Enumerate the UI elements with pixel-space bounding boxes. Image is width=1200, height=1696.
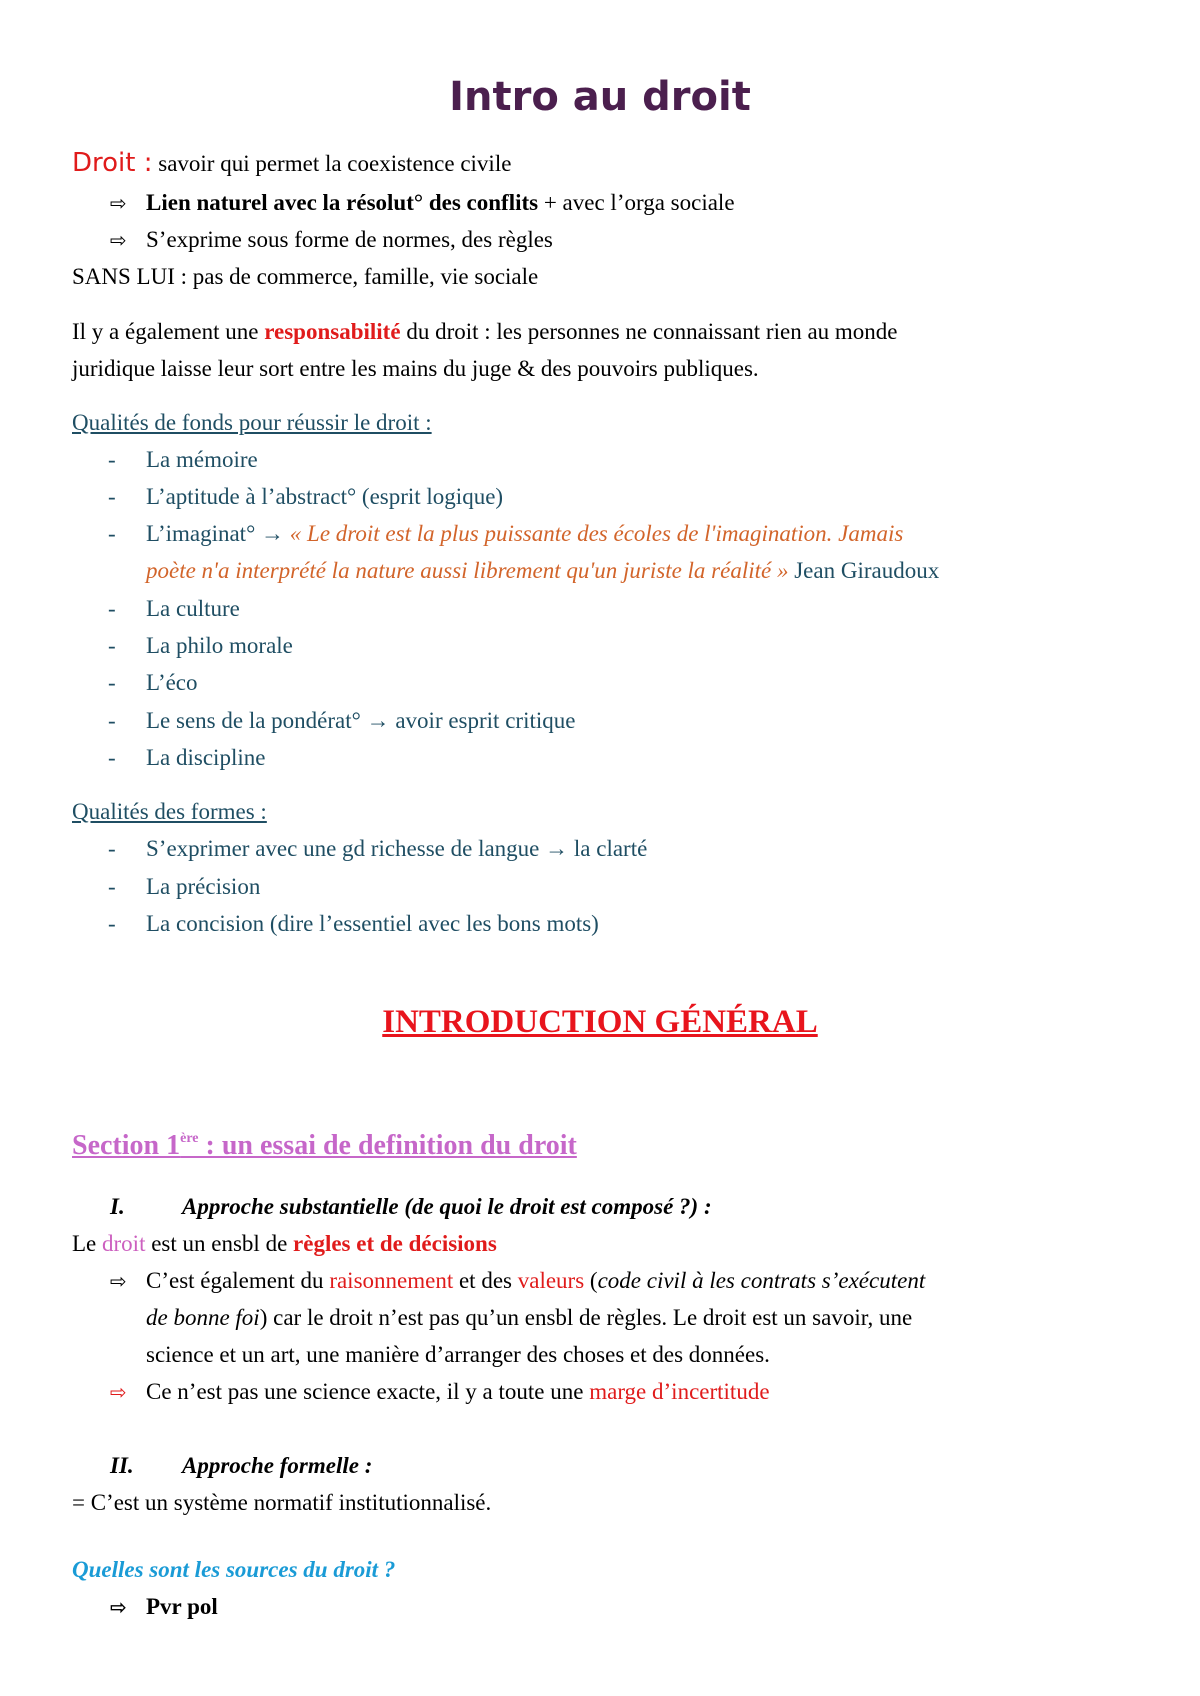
quote-line-1: « Le droit est la plus puissante des écoles de l'imagination. Jamais [289, 521, 904, 546]
formes-item-1 [146, 834, 647, 864]
fonds-item: L’imaginat° [146, 521, 256, 546]
approach-1-keyword: règles et de décisions [293, 1231, 497, 1256]
dash-bullet: - [108, 447, 116, 472]
fonds-item: L’aptitude à l’abstract° (esprit logique) [146, 484, 504, 509]
sans-lui-line: SANS LUI : pas de commerce, famille, vie sociale [72, 264, 539, 289]
sources-question: Quelles sont les sources du droit ? [72, 1557, 396, 1582]
dash-bullet: - [108, 911, 116, 936]
raisonnement-keyword: raisonnement [329, 1268, 454, 1293]
definition-bullet-1-bold: Lien naturel avec la résolut° des conflits [146, 190, 539, 215]
approach-1-title: Approche substantielle (de quoi le droit est composé ?) : [182, 1194, 712, 1219]
fonds-heading: Qualités de fonds pour réussir le droit : [72, 410, 432, 435]
hollow-arrow-icon: ⇨ [110, 191, 127, 215]
bold-arrow-icon: ⇨ [110, 1595, 127, 1619]
definition-bullet-1-rest: + avec l’orga sociale [543, 190, 735, 215]
definition-line [72, 148, 511, 179]
approach-1-text-a: Le [72, 1231, 97, 1256]
section-rest: : un essai de definition du droit [205, 1130, 577, 1161]
formes-item-text: S’exprimer avec une gd richesse de langue [146, 836, 540, 861]
hollow-arrow-icon: ⇨ [110, 1380, 127, 1404]
dash-bullet: - [108, 596, 116, 621]
responsibility-text-b: du droit : les personnes ne connaissant rien au monde [406, 319, 898, 344]
section-prefix: Section 1 [72, 1130, 181, 1161]
definition-bullet-2: S’exprime sous forme de normes, des règles [146, 227, 553, 252]
section-superscript: ère [180, 1131, 199, 1146]
fonds-item: La mémoire [146, 447, 258, 472]
approach-1-bullet-1-line-3: science et un art, une manière d’arranger des choses et des données. [146, 1342, 770, 1367]
responsibility-line-1 [72, 317, 898, 347]
quote-line-2: poète n'a interprété la nature aussi librement qu'un juriste la réalité » [146, 558, 789, 583]
bullet-paren: ( [589, 1268, 598, 1293]
sources-bullet-1: Pvr pol [146, 1594, 218, 1619]
dash-bullet: - [108, 708, 116, 733]
fonds-item-ponderation [146, 706, 575, 736]
uncertainty-keyword: marge d’incertitude [589, 1379, 770, 1404]
dash-bullet: - [108, 836, 116, 861]
responsibility-text-a: Il y a également une [72, 319, 259, 344]
bullet-2-text: Ce n’est pas une science exacte, il y a toute une [146, 1379, 584, 1404]
definition-label: Droit : [72, 148, 153, 178]
valeurs-keyword: valeurs [517, 1268, 585, 1293]
definition-bullet-1 [146, 188, 735, 218]
approach-1-bullet-1-line-1 [146, 1266, 925, 1296]
formes-item-3: La concision (dire l’essentiel avec les bons mots) [146, 911, 599, 936]
formes-heading: Qualités des formes : [72, 799, 267, 824]
fonds-item: Le sens de la pondérat° [146, 708, 361, 733]
bullet-italic-1: code civil à les contrats s’exécutent [597, 1268, 926, 1293]
approach-2-line: = C’est un système normatif institutionnalisé. [72, 1490, 492, 1515]
approach-2-title: Approche formelle : [182, 1453, 373, 1478]
responsibility-line-2: juridique laisse leur sort entre les mains du juge & des pouvoirs publiques. [72, 356, 759, 381]
fonds-item: La discipline [146, 745, 266, 770]
bullet-text-b: et des [458, 1268, 512, 1293]
dash-bullet: - [108, 484, 116, 509]
page-title: Intro au droit [449, 74, 751, 120]
quote-author: Jean Giraudoux [794, 558, 940, 583]
fonds-item-imagination [146, 519, 903, 549]
approach-1-bullet-1-line-2 [146, 1303, 912, 1333]
dash-bullet: - [108, 874, 116, 899]
formes-item-2: La précision [146, 874, 261, 899]
dash-bullet: - [108, 670, 116, 695]
fonds-item: L’éco [146, 670, 198, 695]
bullet-text-a: C’est également du [146, 1268, 324, 1293]
general-introduction-title: INTRODUCTION GÉNÉRAL [382, 1004, 818, 1040]
formes-item-tail: la clarté [573, 836, 648, 861]
hollow-arrow-icon: ⇨ [110, 1269, 127, 1293]
bullet-text-d: ) car le droit n’est pas qu’un ensbl de règles. Le droit est un savoir, une [259, 1305, 913, 1330]
responsibility-keyword: responsabilité [264, 319, 401, 344]
dash-bullet: - [108, 521, 116, 546]
ponderation-tail: avoir esprit critique [395, 708, 576, 733]
approach-1-line [72, 1229, 497, 1259]
right-arrow-icon: → [545, 836, 569, 861]
fonds-item: La culture [146, 596, 240, 621]
bullet-italic-2: de bonne foi [146, 1305, 260, 1330]
section-heading [72, 1128, 577, 1164]
dash-bullet: - [108, 745, 116, 770]
right-arrow-icon: → [261, 521, 285, 546]
approach-1-bullet-2 [146, 1377, 770, 1407]
hollow-arrow-icon: ⇨ [110, 228, 127, 252]
approach-1-droit: droit [102, 1231, 146, 1256]
approach-2-number: II. [110, 1453, 134, 1478]
definition-text: savoir qui permet la coexistence civile [158, 151, 512, 176]
right-arrow-icon: → [366, 708, 390, 733]
fonds-item: La philo morale [146, 633, 293, 658]
approach-1-text-b: est un ensbl de [151, 1231, 288, 1256]
approach-1-number: I. [110, 1194, 125, 1219]
quote-continuation [146, 556, 939, 586]
dash-bullet: - [108, 633, 116, 658]
